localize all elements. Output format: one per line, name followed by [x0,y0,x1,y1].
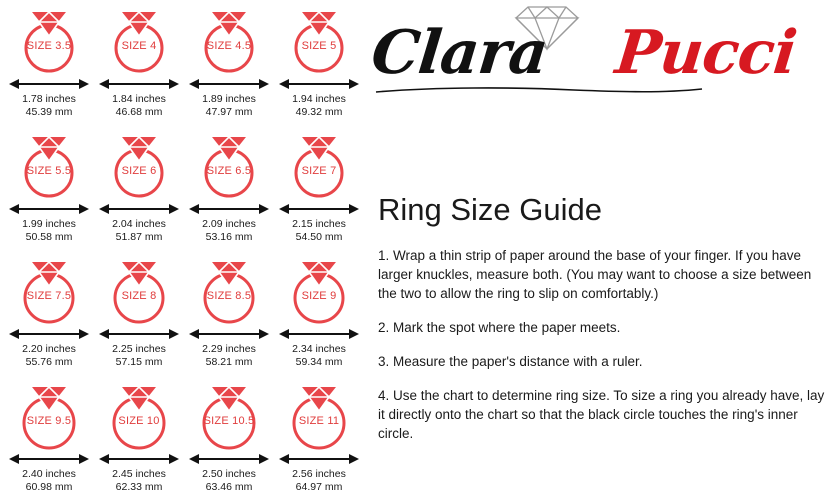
ring-measurement [202,468,256,493]
measure-inches: 2.29 inches [202,343,256,355]
ring-size-cell [274,2,364,127]
measure-arrow [187,452,271,466]
ring-measurement [22,468,76,493]
ring-illustration [5,254,93,326]
measure-arrow [7,77,91,91]
measure-inches: 1.99 inches [22,218,76,230]
ring-size-label: SIZE 4 [121,40,157,52]
ring-measurement [292,218,346,243]
measure-mm: 62.33 mm [115,480,163,493]
double-arrow-icon [277,202,361,216]
instruction-step: 3. Measure the paper's distance with a ruler. [378,354,643,369]
ring-measurement [22,218,76,243]
ring-size-cell [274,377,364,501]
measure-inches: 1.89 inches [202,93,256,105]
instruction-step: 1. Wrap a thin strip of paper around the base of your finger. If you have larger knuckles, measure both. (You may want to choose a size between the two to allow the ring to slip on comfortably.) [378,248,812,301]
ring-size-label: SIZE 4.5 [206,40,252,52]
double-arrow-icon [187,77,271,91]
measure-arrow [277,452,361,466]
double-arrow-icon [277,77,361,91]
ring-measurement [112,218,166,243]
measure-inches: 2.45 inches [112,468,166,480]
measure-arrow [187,327,271,341]
ring-size-label: SIZE 7.5 [26,290,72,302]
ring-size-label: SIZE 3.5 [26,40,72,52]
double-arrow-icon [97,202,181,216]
brand-name-second: Pucci [612,18,800,88]
ring-size-cell [184,127,274,252]
double-arrow-icon [7,202,91,216]
chart-row [4,2,366,127]
measure-inches: 1.78 inches [22,93,76,105]
measure-mm: 59.34 mm [295,355,343,368]
chart-row [4,127,366,252]
ring-illustration [95,129,183,201]
measure-arrow [277,327,361,341]
measure-mm: 55.76 mm [25,355,73,368]
measure-inches: 2.09 inches [202,218,256,230]
ring-illustration [185,254,273,326]
ring-measurement [112,343,166,368]
double-arrow-icon [277,327,361,341]
ring-size-label: SIZE 8.5 [206,290,252,302]
brand-name-first: Clara [368,18,551,88]
ring-size-cell [94,252,184,377]
measure-mm: 47.97 mm [205,105,253,118]
measure-mm: 46.68 mm [115,105,163,118]
measure-arrow [97,77,181,91]
measure-mm: 64.97 mm [295,480,343,493]
measure-mm: 60.98 mm [25,480,73,493]
ring-measurement [202,93,256,118]
measure-mm: 45.39 mm [25,105,73,118]
measure-mm: 54.50 mm [295,230,343,243]
double-arrow-icon [97,452,181,466]
double-arrow-icon [187,452,271,466]
double-arrow-icon [7,327,91,341]
ring-size-label: SIZE 6.5 [206,165,252,177]
ring-illustration [185,129,273,201]
measure-inches: 1.94 inches [292,93,346,105]
ring-measurement [292,343,346,368]
measure-arrow [97,202,181,216]
ring-size-label: SIZE 6 [121,165,157,177]
measure-mm: 51.87 mm [115,230,163,243]
measure-inches: 1.84 inches [112,93,166,105]
double-arrow-icon [97,327,181,341]
ring-size-cell [184,2,274,127]
instruction-list [378,246,830,458]
ring-illustration [185,379,273,451]
ring-measurement [202,343,256,368]
measure-mm: 53.16 mm [205,230,253,243]
ring-illustration [275,254,363,326]
ring-size-cell [184,252,274,377]
ring-measurement [112,468,166,493]
ring-size-cell [4,2,94,127]
ring-illustration [275,379,363,451]
ring-size-label: SIZE 9.5 [26,415,72,427]
ring-measurement [292,93,346,118]
measure-arrow [97,452,181,466]
ring-size-cell [274,127,364,252]
measure-arrow [7,327,91,341]
measure-inches: 2.20 inches [22,343,76,355]
ring-illustration [95,4,183,76]
chart-row [4,377,366,501]
measure-mm: 58.21 mm [205,355,253,368]
ring-size-label: SIZE 5.5 [26,165,72,177]
instruction-step: 4. Use the chart to determine ring size. To size a ring you already have, lay it directly onto the chart so that the black circle touches the ring's inner circle. [378,388,825,441]
ring-size-label: SIZE 7 [301,165,337,177]
ring-size-label: SIZE 9 [301,290,337,302]
measure-arrow [97,327,181,341]
ring-size-chart [0,0,366,501]
ring-illustration [5,379,93,451]
measure-mm: 57.15 mm [115,355,163,368]
guide-panel [366,0,839,501]
ring-illustration [5,4,93,76]
measure-mm: 50.58 mm [25,230,73,243]
double-arrow-icon [277,452,361,466]
ring-size-cell [94,377,184,501]
measure-inches: 2.40 inches [22,468,76,480]
measure-inches: 2.34 inches [292,343,346,355]
measure-arrow [7,452,91,466]
ring-measurement [22,343,76,368]
measure-inches: 2.04 inches [112,218,166,230]
ring-illustration [95,254,183,326]
ring-size-cell [4,377,94,501]
double-arrow-icon [97,77,181,91]
ring-illustration [185,4,273,76]
double-arrow-icon [187,327,271,341]
measure-inches: 2.15 inches [292,218,346,230]
ring-measurement [202,218,256,243]
ring-measurement [22,93,76,118]
page-title: Ring Size Guide [378,192,603,227]
ring-size-cell [184,377,274,501]
ring-size-cell [94,2,184,127]
brand-logo [366,0,839,110]
logo-swash-decoration [374,86,704,96]
ring-size-cell [4,127,94,252]
ring-size-label: SIZE 10 [118,415,160,427]
ring-size-label: SIZE 11 [298,415,340,427]
ring-size-cell [4,252,94,377]
ring-illustration [95,379,183,451]
ring-illustration [275,4,363,76]
chart-row [4,252,366,377]
ring-size-label: SIZE 10.5 [203,415,255,427]
measure-mm: 49.32 mm [295,105,343,118]
instruction-step: 2. Mark the spot where the paper meets. [378,320,621,335]
ring-illustration [5,129,93,201]
ring-size-cell [94,127,184,252]
measure-arrow [7,202,91,216]
ring-illustration [275,129,363,201]
measure-inches: 2.25 inches [112,343,166,355]
ring-measurement [112,93,166,118]
measure-arrow [187,202,271,216]
measure-mm: 63.46 mm [205,480,253,493]
ring-size-label: SIZE 5 [301,40,337,52]
measure-inches: 2.56 inches [292,468,346,480]
measure-arrow [277,77,361,91]
ring-size-label: SIZE 8 [121,290,157,302]
double-arrow-icon [187,202,271,216]
double-arrow-icon [7,452,91,466]
ring-size-cell [274,252,364,377]
double-arrow-icon [7,77,91,91]
measure-arrow [187,77,271,91]
ring-measurement [292,468,346,493]
measure-inches: 2.50 inches [202,468,256,480]
measure-arrow [277,202,361,216]
